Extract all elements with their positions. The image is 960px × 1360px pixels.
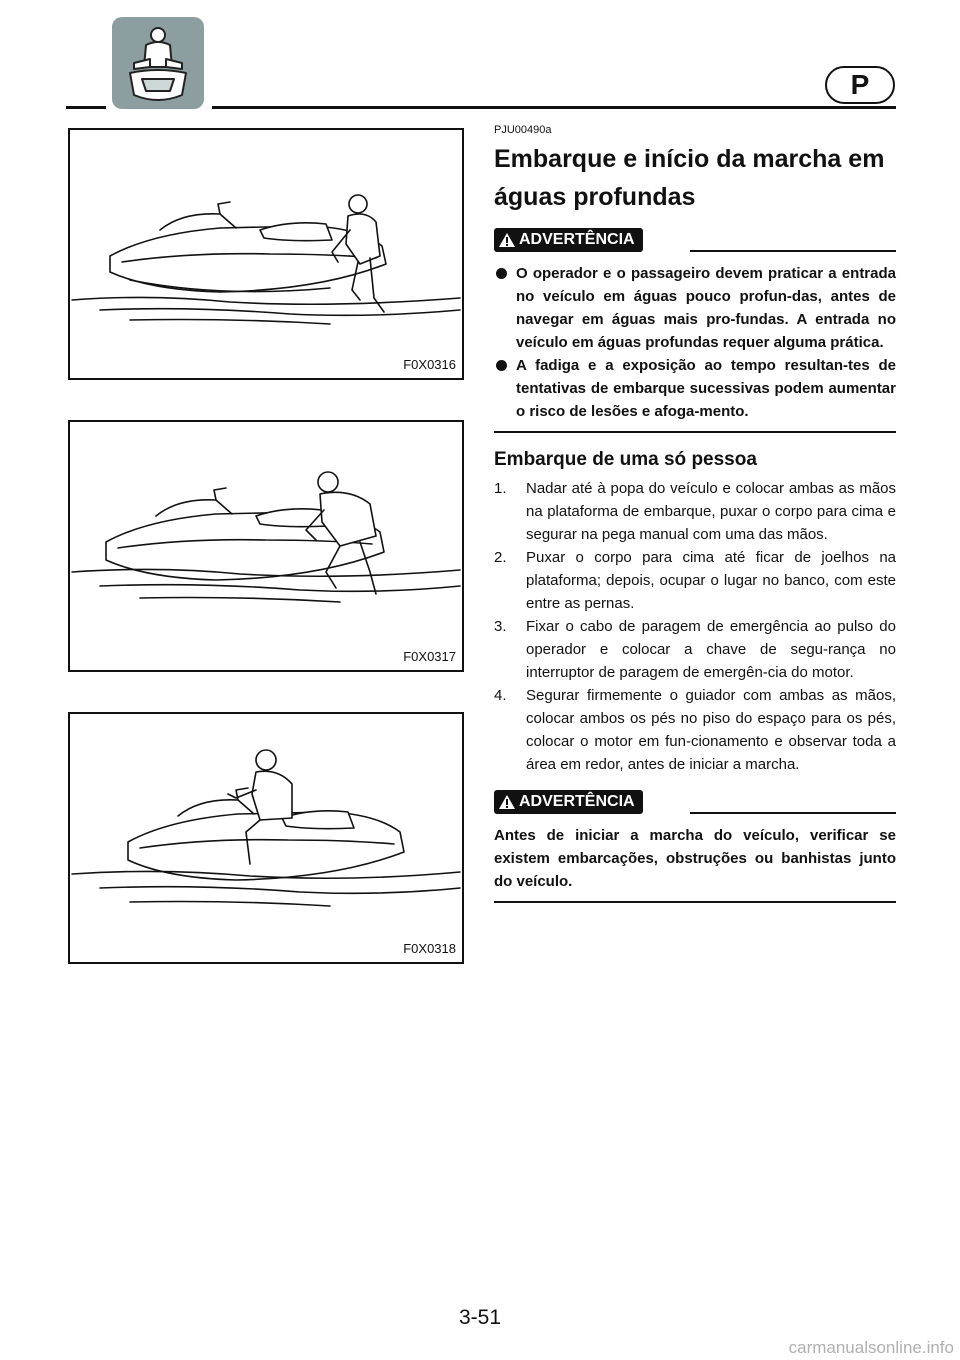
figure-climbing-aboard xyxy=(68,420,464,672)
warning-bullet xyxy=(494,354,896,423)
warning-end-rule xyxy=(494,431,896,433)
step-item xyxy=(494,684,896,776)
step-text: Nadar até à popa do veículo e colocar ambas as mãos na plataforma de embarque, puxar o corpo para cima e segurar na pega manual com uma das mãos. xyxy=(526,480,896,543)
watermark: carmanualsonline.info xyxy=(788,1338,954,1357)
warning-triangle-icon xyxy=(498,232,516,248)
figure-boarding-from-rear xyxy=(68,128,464,380)
warning-bullet xyxy=(494,262,896,354)
warning-header xyxy=(494,228,896,254)
warning-triangle-icon xyxy=(498,794,516,810)
warning-badge xyxy=(494,228,643,252)
step-number: 4. xyxy=(494,687,507,704)
subsection-title: Embarque de uma só pessoa xyxy=(494,449,757,470)
step-item xyxy=(494,546,896,615)
warning-end-rule xyxy=(494,901,896,903)
section-title: Embarque e início da marcha em águas profundas xyxy=(494,145,885,211)
bullet-dot xyxy=(496,268,507,279)
figure-seated-rider xyxy=(68,712,464,964)
step-text: Fixar o cabo de paragem de emergência ao pulso do operador e colocar a chave de segu-rança no interruptor de paragem de emergên-cia do motor. xyxy=(526,618,896,681)
warning-bullet-text: A fadiga e a exposição ao tempo resultan-tes de tentativas de embarque sucessivas podem aumentar o risco de lesões e afoga-mento. xyxy=(516,357,896,420)
step-number: 3. xyxy=(494,618,507,635)
warning-bullet-text: O operador e o passageiro devem praticar a entrada no veículo em águas pouco profun-das, antes de navegar em águas mais pro-fundas. A entrada no veículo em águas profundas requer alguma prática. xyxy=(516,265,896,351)
header-rule-left xyxy=(66,106,106,109)
step-item xyxy=(494,615,896,684)
warning-text: Antes de iniciar a marcha do veículo, verificar se existem embarcações, obstruções ou banhistas junto do veículo. xyxy=(494,827,896,890)
figure-code: F0X0318 xyxy=(403,941,456,956)
step-number: 2. xyxy=(494,549,507,566)
warning-rule xyxy=(690,812,896,814)
step-text: Puxar o corpo para cima até ficar de joelhos na plataforma; depois, ocupar o lugar no banco, com este entre as pernas. xyxy=(526,549,896,612)
language-badge: P xyxy=(825,66,895,104)
warning-label: ADVERTÊNCIA xyxy=(519,793,635,810)
header-rule-right xyxy=(212,106,896,109)
step-item xyxy=(494,477,896,546)
jetski-boarding-illustration xyxy=(70,130,462,378)
warning-body xyxy=(494,262,896,423)
warning-label: ADVERTÊNCIA xyxy=(519,231,635,248)
jetski-climbing-illustration xyxy=(70,422,462,670)
page-number: 3-51 xyxy=(458,1306,502,1329)
doc-code: PJU00490a xyxy=(494,124,552,136)
warning-badge xyxy=(494,790,643,814)
jetski-rider-icon xyxy=(112,17,204,109)
jetski-seated-illustration xyxy=(70,714,462,962)
figure-code: F0X0317 xyxy=(403,649,456,664)
step-text: Segurar firmemente o guiador com ambas as mãos, colocar ambos os pés no piso do espaço para os pés, colocar o motor em fun-cionamento e observar toda a área em redor, antes de iniciar a marcha. xyxy=(526,687,896,773)
content-column xyxy=(494,124,896,903)
bullet-dot xyxy=(496,360,507,371)
step-number: 1. xyxy=(494,480,507,497)
warning-header xyxy=(494,790,896,816)
warning-rule xyxy=(690,250,896,252)
figure-code: F0X0316 xyxy=(403,357,456,372)
